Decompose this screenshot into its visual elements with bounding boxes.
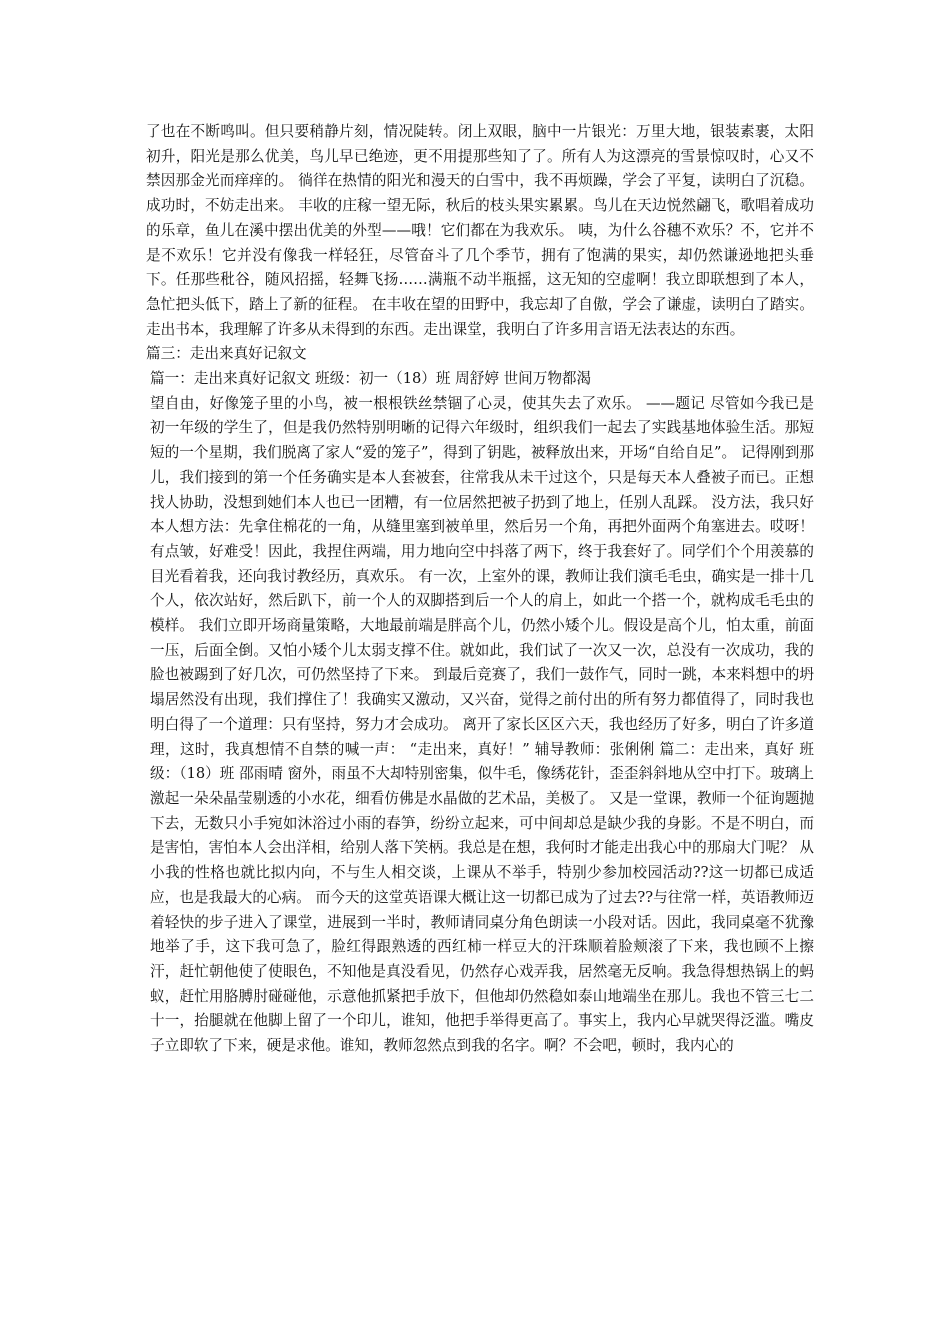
body-paragraph: 了也在不断鸣叫。但只要稍静片刻，情况陡转。闭上双眼，脑中一片银光：万里大地，银装素裹，太阳初升，阳光是那么优美，鸟儿早已绝迹，更不用提那些知了了。所有人为这漂亮的雪景惊叹时，心又不禁因那金光而痒痒的。 徜徉在热情的阳光和漫天的白雪中，我不再烦躁，学会了平复，读明白了沉稳。 成功时，不妨走出来。 丰收的庄稼一望无际，秋后的枝头果实累累。鸟儿在天边悦然翩飞，歌唱着成功的乐章，鱼儿在溪中摆出优美的外型——哦！它们都在为我欢乐。 咦，为什么谷穗不欢乐？不，它并不是不欢乐！它并没有像我一样轻狂，尽管奋斗了几个季节，拥有了饱满的果实，却仍然谦逊地把头垂下。任那些秕谷，随风招摇，轻舞飞扬……满瓶不动半瓶摇，这无知的空虚啊！我立即联想到了本人，急忙把头低下，踏上了新的征程。 在丰收在望的田野中，我忘却了自傲，学会了谦虚，读明白了踏实。 走出书本，我理解了许多从未得到的东西。走出课堂，我明白了许多用言语无法表达的东西。: [146, 123, 814, 338]
document-body: [146, 120, 814, 1059]
section-subheading: 篇一：走出来真好记叙文 班级：初一（18）班 周舒婷 世间万物都渴: [150, 370, 592, 388]
body-paragraph: 望自由，好像笼子里的小鸟，被一根根铁丝禁锢了心灵，使其失去了欢乐。 ——题记 尽管如今我已是初一年级的学生了，但是我仍然特别明晰的记得六年级时，组织我们一起去了实践基地体验生活。那短短的一个星期，我们脱离了家人“爱的笼子”，得到了钥匙，被释放出来，开场“自给自足”。 记得刚到那儿，我们接到的第一个任务确实是本人套被套，往常我从未干过这个，只是每天本人叠被子而已。正想找人协助，没想到她们本人也已一团糟，有一位居然把被子扔到了地上，任别人乱踩。 没方法，我只好本人想方法：先拿住棉花的一角，从缝里塞到被单里，然后另一个角，再把外面两个角塞进去。哎呀！有点皱，好难受！因此，我捏住两端，用力地向空中抖落了两下，终于我套好了。同学们个个用羡慕的目光看着我，还向我讨教经历，真欢乐。 有一次，上室外的课，教师让我们演毛毛虫，确实是一排十几个人，依次站好，然后趴下，前一个人的双脚搭到后一个人的肩上，如此一个搭一个，就构成毛毛虫的模样。 我们立即开场商量策略，大地最前端是胖高个儿，仍然小矮个儿。假设是高个儿，怕太重，前面一压，后面全倒。又怕小矮个儿太弱支撑不住。就如此，我们试了一次又一次，总没有一次成功，我的脸也被踢到了好几次，可仍然坚持了下来。 到最后竞赛了，我们一鼓作气，同时一跳，本来料想中的坍塌居然没有出现，我们撑住了！我确实又激动，又兴奋，觉得之前付出的所有努力都值得了，同时我也明白得了一个道理：只有坚持，努力才会成功。 离开了家长区区六天，我也经历了好多，明白了许多道理，这时，我真想情不自禁的喊一声： “走出来，真好！” 辅导教师：张俐俐 篇二：走出来，真好 班级：（18）班 邵雨晴 窗外，雨虽不大却特别密集，似牛毛，像绣花针，歪歪斜斜地从空中打下。玻璃上激起一朵朵晶莹剔透的小水花，细看仿佛是水晶做的艺术品，美极了。 又是一堂课，教师一个征询题抛下去，无数只小手宛如沐浴过小雨的春笋，纷纷立起来，可中间却总是缺少我的身影。不是不明白，而是害怕，害怕本人会出洋相，给别人落下笑柄。我总是在想，我何时才能走出我心中的那扇大门呢？ 从小我的性格也就比拟内向，不与生人相交谈，上课从不举手，特别少参加校园活动??这一切都已成适应，也是我最大的心病。 而今天的这堂英语课大概让这一切都已成为了过去??与往常一样，英语教师迈着轻快的步子进入了课堂，进展到一半时，教师请同桌分角色朗读一小段对话。因此，我同桌毫不犹豫地举了手，这下我可急了，脸红得跟熟透的西红柿一样豆大的汗珠顺着脸颊滚了下来，我也顾不上擦汗，赶忙朝他使了使眼色，不知他是真没看见，仍然存心戏弄我，居然毫无反响。我急得想热锅上的蚂蚁，赶忙用胳膊肘碰碰他，示意他抓紧把手放下，但他却仍然稳如泰山地端坐在那儿。我也不管三七二十一，抬腿就在他脚上留了一个印儿，谁知，他把手举得更高了。事实上，我内心早就哭得泛滥。嘴皮子立即软了下来，硬是求他。谁知，教师忽然点到我的名字。啊？不会吧，顿时，我内心的: [150, 394, 814, 1055]
section-heading: 篇三：走出来真好记叙文: [146, 345, 307, 363]
